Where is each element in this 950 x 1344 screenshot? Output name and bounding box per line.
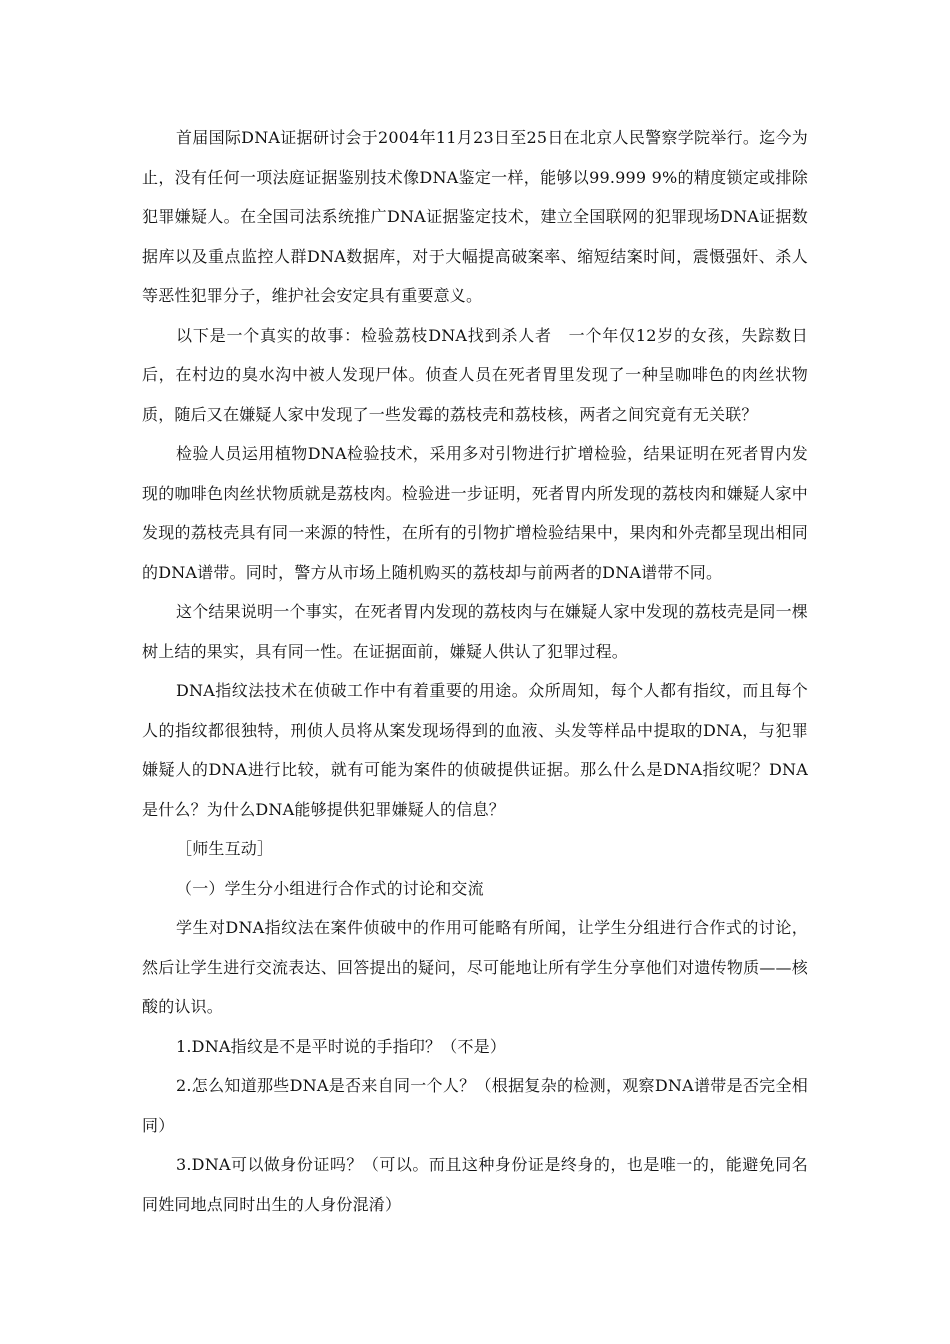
section-heading-interaction: ［师生互动］ <box>176 839 274 858</box>
paragraph-plant-dna-test: 检验人员运用植物DNA检验技术，采用多对引物进行扩增检验，结果证明在死者胃内发现的咖啡色肉丝状物质就是荔枝肉。检验进一步证明，死者胃内所发现的荔枝肉和嫌疑人家中发现的荔枝壳具有同一来源的特性，在所有的引物扩增检验结果中，果肉和外壳都呈现出相同的DNA谱带。同时，警方从市场上随机购买的荔枝却与前两者的DNA谱带不同。 <box>142 444 808 582</box>
paragraph-lychee-story: 以下是一个真实的故事：检验荔枝DNA找到杀人者 一个年仅12岁的女孩，失踪数日后，在村边的臭水沟中被人发现尸体。侦查人员在死者胃里发现了一种呈咖啡色的肉丝状物质，随后又在嫌疑人家中发现了一些发霉的荔枝壳和荔枝核，两者之间究竟有无关联？ <box>142 325 808 424</box>
question-item-2: 2.怎么知道那些DNA是否来自同一个人？（根据复杂的检测，观察DNA谱带是否完全相同） <box>142 1076 808 1135</box>
document-body <box>142 118 808 1224</box>
paragraph-dna-conference: 首届国际DNA证据研讨会于2004年11月23日至25日在北京人民警察学院举行。迄今为止，没有任何一项法庭证据鉴别技术像DNA鉴定一样，能够以99.999 9%的精度锁定或排除犯罪嫌疑人。在全国司法系统推广DNA证据鉴定技术，建立全国联网的犯罪现场DNA证据数据库以及重点监控人群DNA数据库，对于大幅提高破案率、缩短结案时间，震慑强奸、杀人等恶性犯罪分子，维护社会安定具有重要意义。 <box>142 128 808 305</box>
question-item-1: 1.DNA指纹是不是平时说的手指印？（不是） <box>176 1036 507 1056</box>
question-item-3: 3.DNA可以做身份证吗？（可以。而且这种身份证是终身的，也是唯一的，能避免同名同姓同地点同时出生的人身份混淆） <box>142 1155 808 1214</box>
paragraph-student-discussion: 学生对DNA指纹法在案件侦破中的作用可能略有所闻，让学生分组进行合作式的讨论，然后让学生进行交流表达、回答提出的疑问，尽可能地让所有学生分享他们对遗传物质——核酸的认识。 <box>142 918 808 1016</box>
paragraph-dna-fingerprint: DNA指纹法技术在侦破工作中有着重要的用途。众所周知，每个人都有指纹，而且每个人的指纹都很独特，刑侦人员将从案发现场得到的血液、头发等样品中提取的DNA，与犯罪嫌疑人的DNA进行比较，就有可能为案件的侦破提供证据。那么什么是DNA指纹呢？DNA是什么？为什么DNA能够提供犯罪嫌疑人的信息？ <box>142 681 808 819</box>
paragraph-result-conclusion: 这个结果说明一个事实，在死者胃内发现的荔枝肉与在嫌疑人家中发现的荔枝壳是同一棵树上结的果实，具有同一性。在证据面前，嫌疑人供认了犯罪过程。 <box>142 602 808 661</box>
subsection-heading-group-discussion: （一）学生分小组进行合作式的讨论和交流 <box>176 878 484 898</box>
